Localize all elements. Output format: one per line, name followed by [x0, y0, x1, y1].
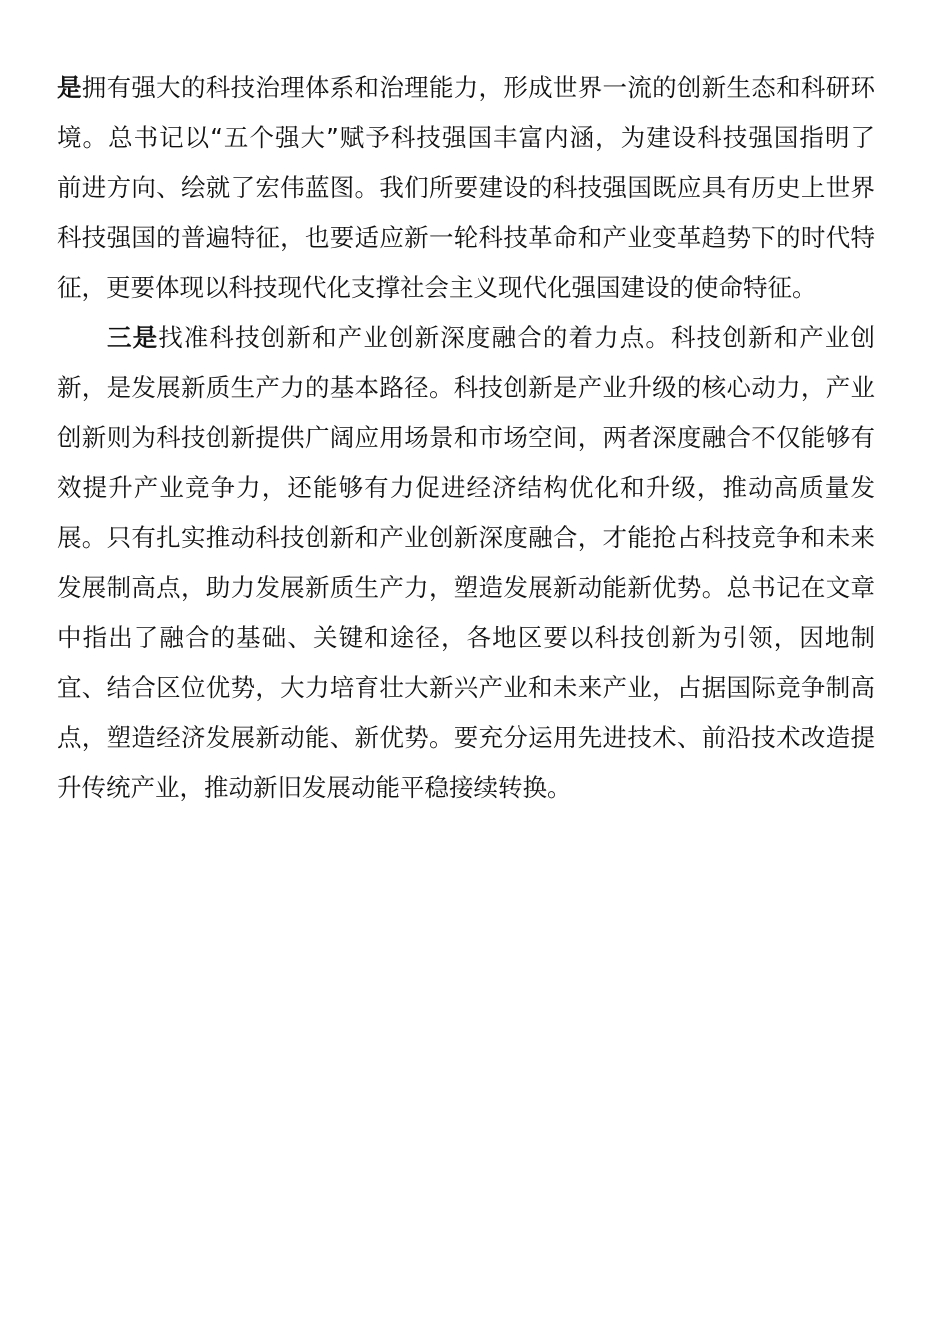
paragraph-2-line-6: 发展制高点，助力发展新质生产力，塑造发展新动能新优势。总书记在文章 [57, 573, 875, 602]
paragraph-2-line-9: 点，塑造经济发展新动能、新优势。要充分运用先进技术、前沿技术改造提 [57, 723, 875, 752]
paragraph-2-line-4: 效提升产业竞争力，还能够有力促进经济结构优化和升级，推动高质量发 [57, 473, 875, 502]
paragraph-1-line-2: 境。总书记以“五个强大”赋予科技强国丰富内涵，为建设科技强国指明了 [57, 123, 875, 152]
paragraph-2-line-10: 升传统产业，推动新旧发展动能平稳接续转换。 [57, 773, 572, 802]
paragraph-1-line-4: 科技强国的普遍特征，也要适应新一轮科技革命和产业变革趋势下的时代特 [57, 223, 875, 252]
paragraph-2-line-2: 新，是发展新质生产力的基本路径。科技创新是产业升级的核心动力，产业 [57, 373, 875, 402]
paragraph-1-line-1 [57, 71, 875, 105]
paragraph-2-line-5: 展。只有扎实推动科技创新和产业创新深度融合，才能抢占科技竞争和未来 [57, 523, 875, 552]
paragraph-2-line-7: 中指出了融合的基础、关键和途径，各地区要以科技创新为引领，因地制 [57, 623, 875, 652]
paragraph-2-line-8: 宜、结合区位优势，大力培育壮大新兴产业和未来产业，占据国际竞争制高 [57, 673, 875, 702]
paragraph-1-text: 拥有强大的科技治理体系和治理能力，形成世界一流的创新生态和科研环 [81, 73, 875, 102]
paragraph-1-line-3: 前进方向、绘就了宏伟蓝图。我们所要建设的科技强国既应具有历史上世界 [57, 173, 875, 202]
paragraph-2-line-3: 创新则为科技创新提供广阔应用场景和市场空间，两者深度融合不仅能够有 [57, 423, 875, 452]
paragraph-1-lead: 是 [57, 73, 82, 102]
paragraph-2-lead: 三是 [107, 323, 159, 352]
paragraph-2-text: 找准科技创新和产业创新深度融合的着力点。科技创新和产业创 [158, 323, 875, 352]
paragraph-1-line-5: 征，更要体现以科技现代化支撑社会主义现代化强国建设的使命特征。 [57, 273, 817, 302]
paragraph-2-line-1 [107, 321, 875, 355]
